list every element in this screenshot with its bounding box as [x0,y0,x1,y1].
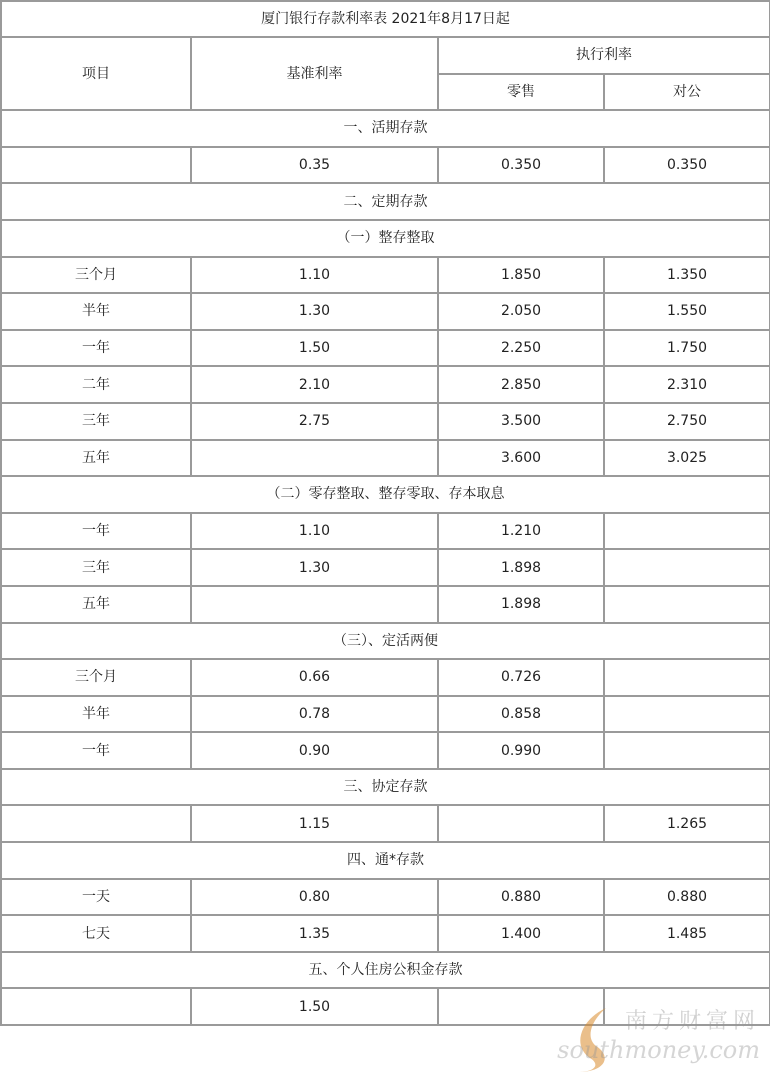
retail-rate-cell: 0.350 [438,147,604,184]
base-rate-cell [191,440,438,477]
corporate-rate-cell: 1.550 [604,293,770,330]
base-rate-cell: 0.35 [191,147,438,184]
corporate-rate-cell: 3.025 [604,440,770,477]
retail-rate-cell: 1.898 [438,586,604,623]
retail-rate-cell: 1.210 [438,513,604,550]
base-rate-cell: 1.35 [191,915,438,952]
section-row [1,183,770,220]
retail-rate-cell: 0.990 [438,732,604,769]
section-row [1,952,770,989]
term-cell: 五年 [1,440,191,477]
term-cell: 三个月 [1,659,191,696]
section-row [1,476,770,513]
term-cell [1,805,191,842]
corporate-rate-cell: 0.350 [604,147,770,184]
section-label: （二）零存整取、整存零取、存本取息 [1,476,770,513]
retail-rate-cell: 0.880 [438,879,604,916]
header-retail: 零售 [438,74,604,111]
section-label: （一）整存整取 [1,220,770,257]
southmoney-watermark [557,1000,764,1076]
corporate-rate-cell: 1.750 [604,330,770,367]
base-rate-cell: 1.10 [191,257,438,294]
corporate-rate-cell [604,696,770,733]
term-cell: 半年 [1,293,191,330]
rate-row [1,403,770,440]
rate-row [1,293,770,330]
base-rate-cell: 0.80 [191,879,438,916]
corporate-rate-cell [604,732,770,769]
section-label: （三）、定活两便 [1,623,770,660]
base-rate-cell: 1.30 [191,293,438,330]
watermark-cn-text: 南方财富网 [624,1009,760,1034]
corporate-rate-cell: 1.265 [604,805,770,842]
term-cell [1,988,191,1025]
rate-row [1,915,770,952]
rate-row [1,366,770,403]
section-label: 一、活期存款 [1,110,770,147]
term-cell: 一年 [1,732,191,769]
base-rate-cell [191,586,438,623]
base-rate-cell: 0.90 [191,732,438,769]
section-label: 五、个人住房公积金存款 [1,952,770,989]
rate-row [1,586,770,623]
section-row [1,623,770,660]
section-row [1,220,770,257]
rate-row [1,257,770,294]
retail-rate-cell [438,805,604,842]
section-label: 二、定期存款 [1,183,770,220]
term-cell: 七天 [1,915,191,952]
corporate-rate-cell: 1.485 [604,915,770,952]
header-exec-rate: 执行利率 [438,37,770,74]
retail-rate-cell: 2.250 [438,330,604,367]
rate-row [1,805,770,842]
header-item: 项目 [1,37,191,110]
rate-row [1,696,770,733]
rate-row [1,513,770,550]
term-cell: 三个月 [1,257,191,294]
rate-row [1,440,770,477]
base-rate-cell: 0.66 [191,659,438,696]
retail-rate-cell: 1.898 [438,549,604,586]
retail-rate-cell: 0.726 [438,659,604,696]
base-rate-cell: 2.75 [191,403,438,440]
term-cell: 一年 [1,513,191,550]
term-cell: 一天 [1,879,191,916]
table-title: 厦门银行存款利率表 2021年8月17日起 [1,1,770,37]
rate-row [1,732,770,769]
term-cell: 二年 [1,366,191,403]
corporate-rate-cell [604,659,770,696]
term-cell: 五年 [1,586,191,623]
term-cell [1,147,191,184]
rate-row [1,147,770,184]
header-corporate: 对公 [604,74,770,111]
base-rate-cell: 1.50 [191,988,438,1025]
title-row [1,1,770,37]
rate-row [1,879,770,916]
retail-rate-cell: 3.500 [438,403,604,440]
watermark-en-text: southmoney.com [557,1036,760,1064]
rate-row [1,549,770,586]
retail-rate-cell: 2.050 [438,293,604,330]
term-cell: 三年 [1,549,191,586]
corporate-rate-cell [604,549,770,586]
section-row [1,769,770,806]
term-cell: 半年 [1,696,191,733]
retail-rate-cell: 0.858 [438,696,604,733]
rate-row [1,659,770,696]
section-label: 三、协定存款 [1,769,770,806]
term-cell: 一年 [1,330,191,367]
section-label: 四、通*存款 [1,842,770,879]
corporate-rate-cell [604,513,770,550]
base-rate-cell: 0.78 [191,696,438,733]
corporate-rate-cell [604,586,770,623]
rate-row [1,330,770,367]
base-rate-cell: 1.10 [191,513,438,550]
section-row [1,110,770,147]
retail-rate-cell: 2.850 [438,366,604,403]
header-base-rate: 基准利率 [191,37,438,110]
base-rate-cell: 1.50 [191,330,438,367]
base-rate-cell: 2.10 [191,366,438,403]
base-rate-cell: 1.15 [191,805,438,842]
header-row [1,37,770,74]
retail-rate-cell: 3.600 [438,440,604,477]
term-cell: 三年 [1,403,191,440]
corporate-rate-cell: 2.750 [604,403,770,440]
corporate-rate-cell: 2.310 [604,366,770,403]
corporate-rate-cell: 0.880 [604,879,770,916]
base-rate-cell: 1.30 [191,549,438,586]
retail-rate-cell: 1.400 [438,915,604,952]
retail-rate-cell: 1.850 [438,257,604,294]
corporate-rate-cell: 1.350 [604,257,770,294]
section-row [1,842,770,879]
